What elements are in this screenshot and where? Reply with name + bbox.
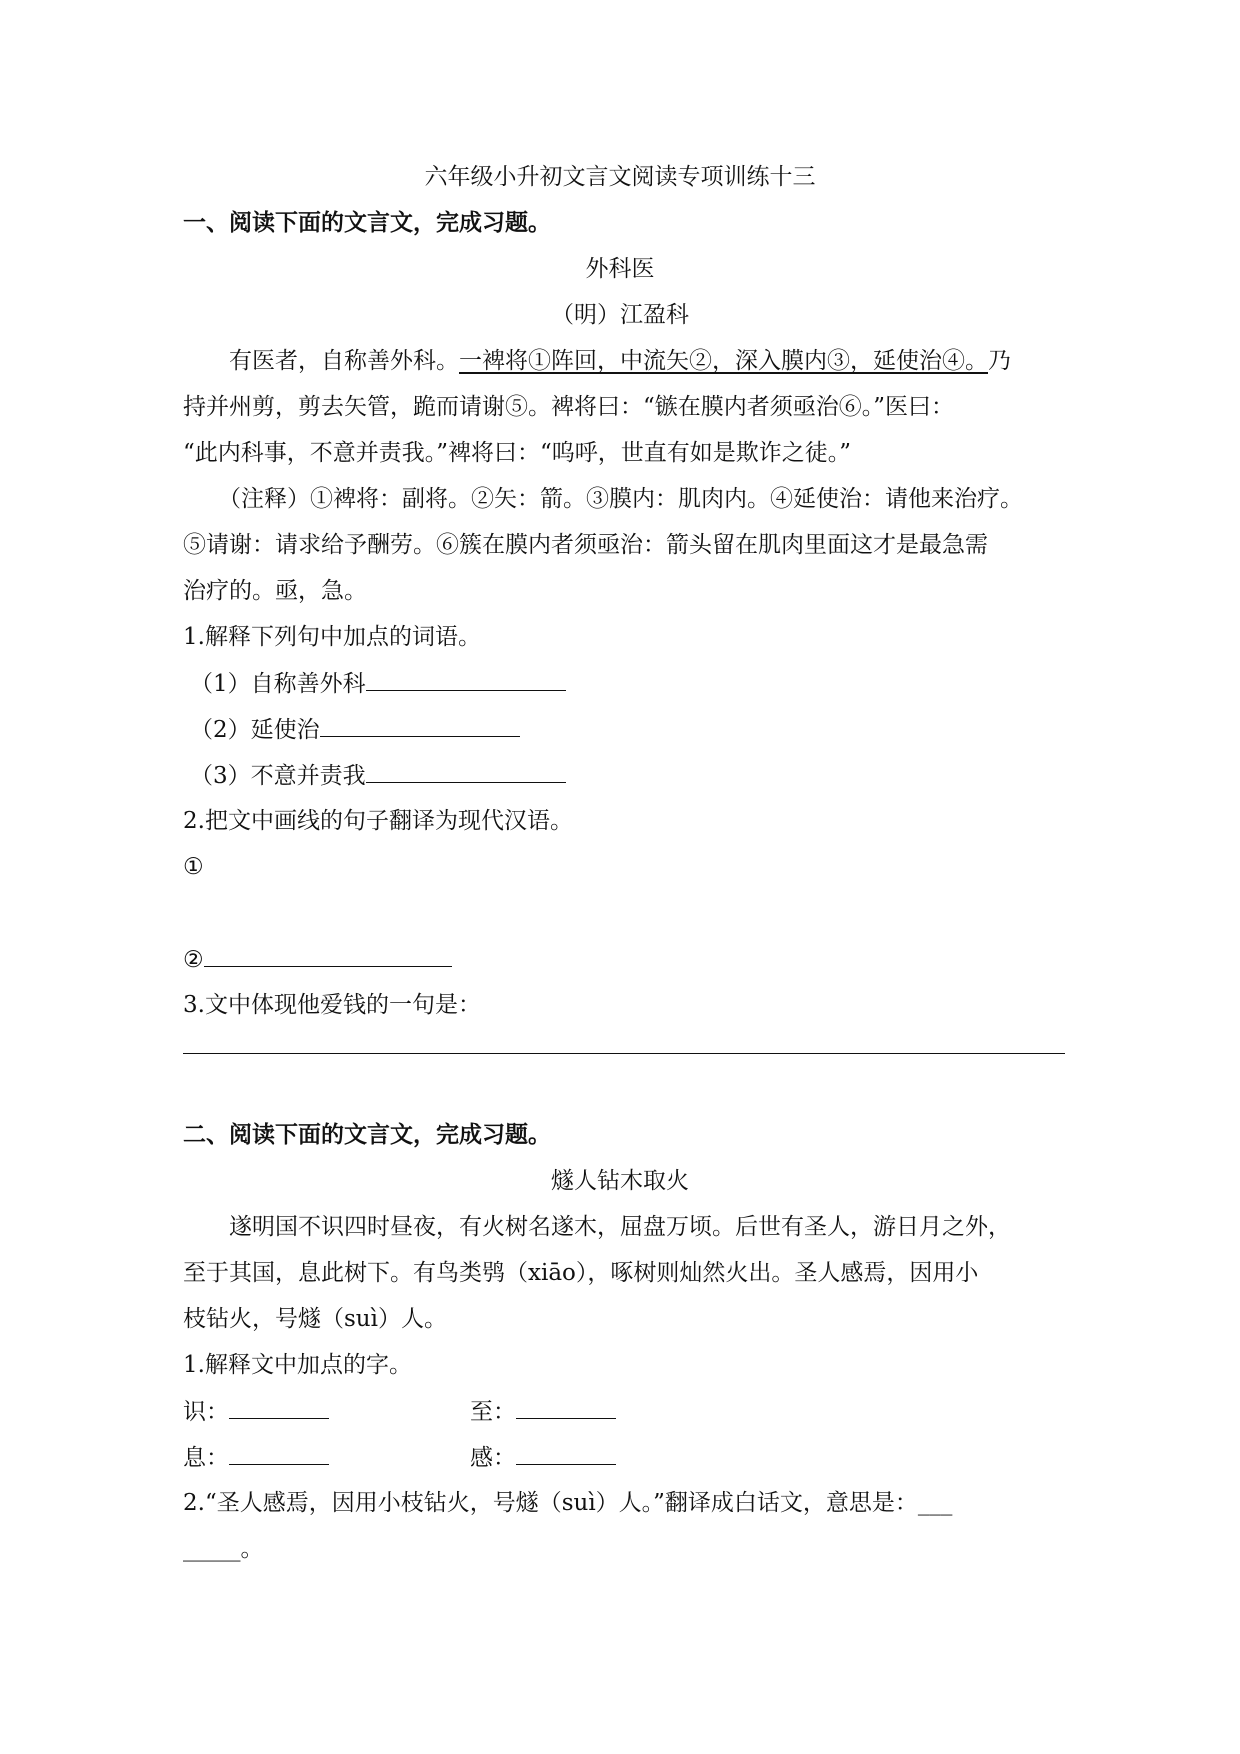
s2-q2-stem: 2.“圣人感焉，因用小枝钻火，号燧（suì）人。”翻译成白话文，意思是：___	[183, 1490, 953, 1516]
question-text: 感：	[470, 1445, 516, 1471]
answer-line[interactable]	[183, 1053, 1065, 1054]
passage-text: 乃	[988, 348, 1011, 374]
question-text: （2）延使治	[190, 717, 320, 743]
answer-blank[interactable]	[366, 668, 566, 691]
section2-heading: 二、阅读下面的文言文，完成习题。	[183, 1121, 551, 1148]
s2-q1-item-shi	[183, 1396, 329, 1427]
passage-text: 有医者，自称善外科。	[229, 348, 459, 374]
section1-heading: 一、阅读下面的文言文，完成习题。	[183, 209, 551, 236]
s1-q1-item1	[190, 668, 566, 699]
underlined-sentence: 一裨将①阵回，中流矢②，深入膜内③，延使治④。	[459, 348, 988, 374]
s1-q1-item3	[190, 760, 566, 791]
answer-blank[interactable]	[229, 1442, 329, 1465]
section2-passage-line3: 枝钻火，号燧（suì）人。	[183, 1306, 447, 1332]
s2-q1-item-xi	[183, 1442, 329, 1473]
s1-q1-item2	[190, 714, 520, 745]
answer-marker: ②	[183, 947, 204, 973]
answer-blank[interactable]	[516, 1396, 616, 1419]
question-text: 识：	[183, 1399, 229, 1425]
s2-q1-stem: 1.解释文中加点的字。	[183, 1352, 412, 1378]
s1-q2-stem: 2.把文中画线的句子翻译为现代汉语。	[183, 808, 573, 834]
section1-passage-line3: “此内科事，不意并责我。”裨将曰：“呜呼，世直有如是欺诈之徒。”	[183, 440, 852, 466]
section2-passage-line1: 遂明国不识四时昼夜，有火树名遂木，屈盘万顷。后世有圣人，游日月之外，	[229, 1214, 1011, 1240]
answer-blank[interactable]	[366, 760, 566, 783]
question-text: 息：	[183, 1445, 229, 1471]
section1-notes-line3: 治疗的。亟，急。	[183, 578, 367, 604]
page-title: 六年级小升初文言文阅读专项训练十三	[424, 164, 816, 190]
answer-blank[interactable]	[229, 1396, 329, 1419]
answer-blank[interactable]	[320, 714, 520, 737]
s2-q2-tail: _____。	[183, 1536, 264, 1562]
question-text: （3）不意并责我	[190, 763, 366, 789]
section2-passage-line2: 至于其国，息此树下。有鸟类鸮（xiāo），啄树则灿然火出。圣人感焉，因用小	[183, 1260, 979, 1286]
section1-passage-title: 外科医	[585, 256, 655, 282]
question-text: （1）自称善外科	[190, 671, 366, 697]
section1-passage-line1	[229, 346, 1011, 376]
s1-q1-stem: 1.解释下列句中加点的词语。	[183, 624, 481, 650]
answer-blank[interactable]	[516, 1442, 616, 1465]
s2-q1-item-zhi	[470, 1396, 616, 1427]
section1-notes-line1: （注释）①裨将：副将。②矢：箭。③膜内：肌肉内。④延使治：请他来治疗。	[218, 486, 1023, 512]
section1-notes-line2: ⑤请谢：请求给予酬劳。⑥簇在膜内者须亟治：箭头留在肌肉里面这才是最急需	[183, 532, 988, 558]
s2-q1-item-gan	[470, 1442, 616, 1473]
s1-q2-answer2	[183, 944, 452, 975]
s1-q2-answer1-marker: ①	[183, 854, 204, 880]
question-text: 至：	[470, 1399, 516, 1425]
section1-author: （明）江盈科	[551, 302, 689, 328]
answer-blank[interactable]	[204, 944, 452, 967]
section2-passage-title: 燧人钻木取火	[551, 1168, 689, 1194]
s1-q3-stem: 3.文中体现他爱钱的一句是：	[183, 992, 481, 1018]
section1-passage-line2: 持并州剪，剪去矢管，跪而请谢⑤。裨将曰：“镞在膜内者须亟治⑥。”医曰：	[183, 394, 955, 420]
